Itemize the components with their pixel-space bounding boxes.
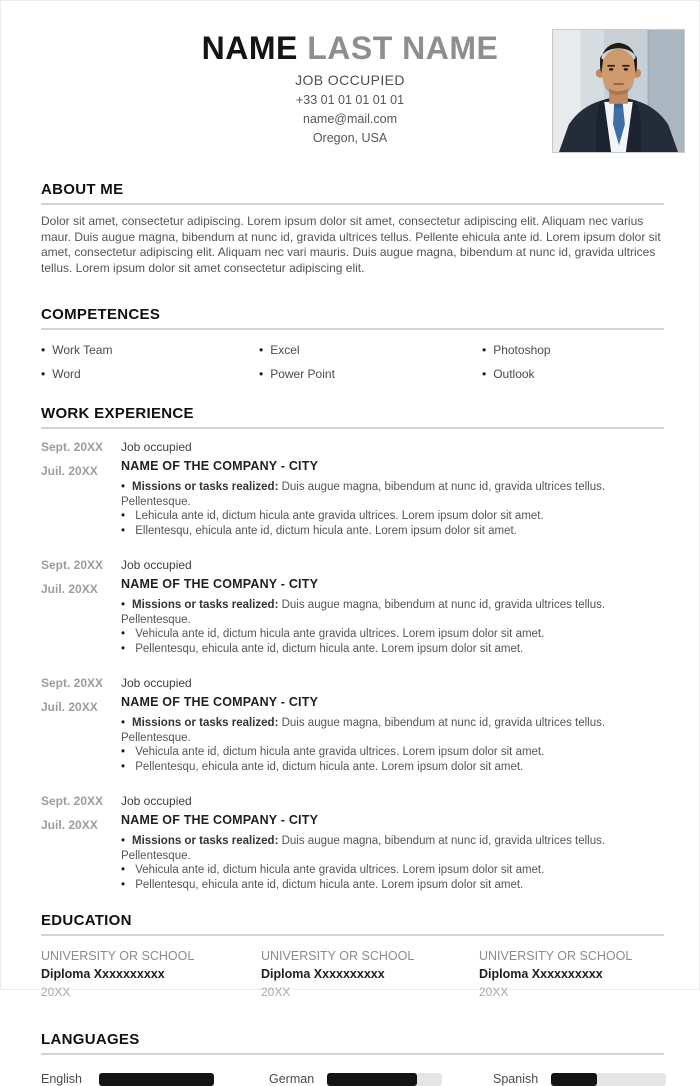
competence-label: Power Point [270,367,335,381]
entry-job: Job occupied [121,440,192,454]
bullet-icon: • [482,343,487,357]
experience-entries [41,440,664,892]
competence-label: Work Team [52,343,113,357]
entry-body [121,676,664,774]
profile-photo [552,29,685,153]
entry-dates [41,676,121,774]
language-item [41,1072,269,1086]
bullet-icon: • [121,510,126,522]
experience-entry [41,440,664,538]
bullet-line [121,524,664,539]
education-entry [41,949,261,999]
entry-bullets [121,716,664,774]
entry-body [121,558,664,656]
bullet-text: Vehicula ante id, dictum hicula ante gravida ultrices. Lorem ipsum dolor sit amet. [135,864,545,876]
school-name: UNIVERSITY OR SCHOOL [479,949,633,963]
bullet-text: Vehicula ante id, dictum hicula ante gravida ultrices. Lorem ipsum dolor sit amet. [135,628,545,640]
entry-job: Job occupied [121,558,192,572]
entry-job: Job occupied [121,676,192,690]
entry-bullets [121,834,664,892]
entry-company: NAME OF THE COMPANY - CITY [121,459,319,473]
bullet-text: Duis augue magna, bibendum at nunc id, gravida ultrices tellus. Pellentesque. [121,717,606,744]
entry-bullets [121,480,664,538]
entry-dates [41,794,121,892]
bullet-line [121,863,664,878]
bullet-line [121,509,664,524]
competence-label: Photoshop [493,343,551,357]
language-name: Spanish [493,1072,539,1086]
competence-label: Outlook [493,367,535,381]
education-entry [479,949,664,999]
section-competences [41,306,664,381]
education-title: EDUCATION [41,912,664,936]
bullet-line [121,642,664,657]
graduation-year: 20XX [479,985,509,999]
job-title: JOB OCCUPIED [295,72,405,88]
competences-title: COMPETENCES [41,306,664,330]
language-name: English [41,1072,82,1086]
language-level-fill [99,1073,214,1086]
about-text: Dolor sit amet, consectetur adipiscing. Lorem ipsum dolor sit amet, consectetur adipiscing elit. Aliquam nec varius maur. Duis augue magna, bibendum at nunc id, gravida ultrices tellus. Pellente ehicula ante id. Lorem ipsum dolor sit amet, consectetur adipiscing elit. Aliquam nec vari mauris. Duis augue magna, bibendum at nunc id, gravida ultrices tellus. Lorem ipsum dolor sit amet consectetur adipiscing elit. [41,214,661,275]
bullet-text: Lehicula ante id, dictum hicula ante gravida ultrices. Lorem ipsum dolor sit amet. [135,510,544,522]
bullet-text: Duis augue magna, bibendum at nunc id, gravida ultrices tellus. Pellentesque. [121,599,606,626]
bullet-icon: • [482,367,487,381]
bullet-text: Duis augue magna, bibendum at nunc id, gravida ultrices tellus. Pellentesque. [121,481,606,508]
entry-body [121,794,664,892]
competence-item [259,367,482,381]
bullet-icon: • [259,343,264,357]
graduation-year: 20XX [41,985,71,999]
language-level-bar [99,1073,214,1086]
bullet-lead: Missions or tasks realized: [132,481,279,493]
bullet-text: Pellentesqu, ehicula ante id, dictum hicula ante. Lorem ipsum dolor sit amet. [135,642,524,655]
diploma-name: Diploma Xxxxxxxxxx [261,967,385,981]
competences-grid [41,343,664,381]
language-level-fill [551,1073,597,1086]
entry-bullets [121,598,664,656]
education-grid [41,949,664,999]
bullet-line [121,745,664,760]
experience-title: WORK EXPERIENCE [41,405,664,429]
experience-entry [41,676,664,774]
bullet-icon: • [121,878,126,891]
bullet-icon: • [41,367,46,381]
bullet-text: Vehicula ante id, dictum hicula ante gravida ultrices. Lorem ipsum dolor sit amet. [135,746,545,758]
date-start: Sept. 20XX [41,794,104,808]
header [1,1,699,155]
school-name: UNIVERSITY OR SCHOOL [41,949,195,963]
language-level-fill [327,1073,417,1086]
section-about [41,181,664,276]
entry-company: NAME OF THE COMPANY - CITY [121,813,319,827]
bullet-icon: • [121,481,126,493]
education-entry [261,949,479,999]
bullet-icon: • [121,599,126,611]
bullet-icon: • [121,524,126,537]
entry-dates [41,558,121,656]
first-name: NAME [201,30,298,66]
bullet-text: Ellentesqu, ehicula ante id, dictum hicula ante. Lorem ipsum dolor sit amet. [135,524,517,537]
bullet-icon: • [41,343,46,357]
language-name: German [269,1072,315,1086]
bullet-icon: • [121,760,126,773]
date-end: Juil. 20XX [41,582,98,596]
bullet-text: Duis augue magna, bibendum at nunc id, gravida ultrices tellus. Pellentesque. [121,835,606,862]
bullet-icon: • [121,628,126,640]
entry-body [121,440,664,538]
language-item [493,1072,666,1086]
section-education [41,912,664,999]
bullet-lead: Missions or tasks realized: [132,717,279,729]
bullet-line [121,760,664,775]
content [1,181,699,1086]
competence-item [41,367,259,381]
bullet-icon: • [121,864,126,876]
section-languages [41,1031,664,1086]
competence-item [41,343,259,357]
bullet-icon: • [121,835,126,847]
date-end: Juil. 20XX [41,818,98,832]
language-item [269,1072,493,1086]
experience-entry [41,558,664,656]
date-end: Juil. 20XX [41,464,98,478]
entry-dates [41,440,121,538]
bullet-text: Pellentesqu, ehicula ante id, dictum hicula ante. Lorem ipsum dolor sit amet. [135,878,524,891]
bullet-line [121,480,664,509]
language-level-bar [327,1073,442,1086]
date-end: Juil. 20XX [41,700,98,714]
school-name: UNIVERSITY OR SCHOOL [261,949,415,963]
bullet-line [121,598,664,627]
about-title: ABOUT ME [41,181,664,205]
bullet-line [121,834,664,863]
competence-item [482,367,664,381]
bullet-icon: • [121,746,126,758]
section-experience [41,405,664,892]
competence-item [482,343,664,357]
experience-entry [41,794,664,892]
date-start: Sept. 20XX [41,558,104,572]
competence-label: Word [52,367,81,381]
diploma-name: Diploma Xxxxxxxxxx [41,967,165,981]
last-name: LAST NAME [307,30,499,66]
diploma-name: Diploma Xxxxxxxxxx [479,967,603,981]
entry-job: Job occupied [121,794,192,808]
competence-item [259,343,482,357]
bullet-line [121,716,664,745]
languages-grid [41,1072,664,1086]
phone-number: +33 01 01 01 01 01 [295,93,405,107]
bullet-icon: • [121,642,126,655]
entry-company: NAME OF THE COMPANY - CITY [121,577,319,591]
entry-company: NAME OF THE COMPANY - CITY [121,695,319,709]
bullet-icon: • [259,367,264,381]
bullet-text: Pellentesqu, ehicula ante id, dictum hicula ante. Lorem ipsum dolor sit amet. [135,760,524,773]
language-level-bar [551,1073,666,1086]
email-address: name@mail.com [303,112,397,126]
date-start: Sept. 20XX [41,676,104,690]
location: Oregon, USA [312,131,388,145]
graduation-year: 20XX [261,985,291,999]
bullet-line [121,878,664,893]
bullet-line [121,627,664,642]
bullet-lead: Missions or tasks realized: [132,835,279,847]
competence-label: Excel [270,343,300,357]
bullet-icon: • [121,717,126,729]
profile-photo-image [553,30,684,152]
bullet-lead: Missions or tasks realized: [132,599,279,611]
date-start: Sept. 20XX [41,440,104,454]
languages-title: LANGUAGES [41,1031,664,1055]
